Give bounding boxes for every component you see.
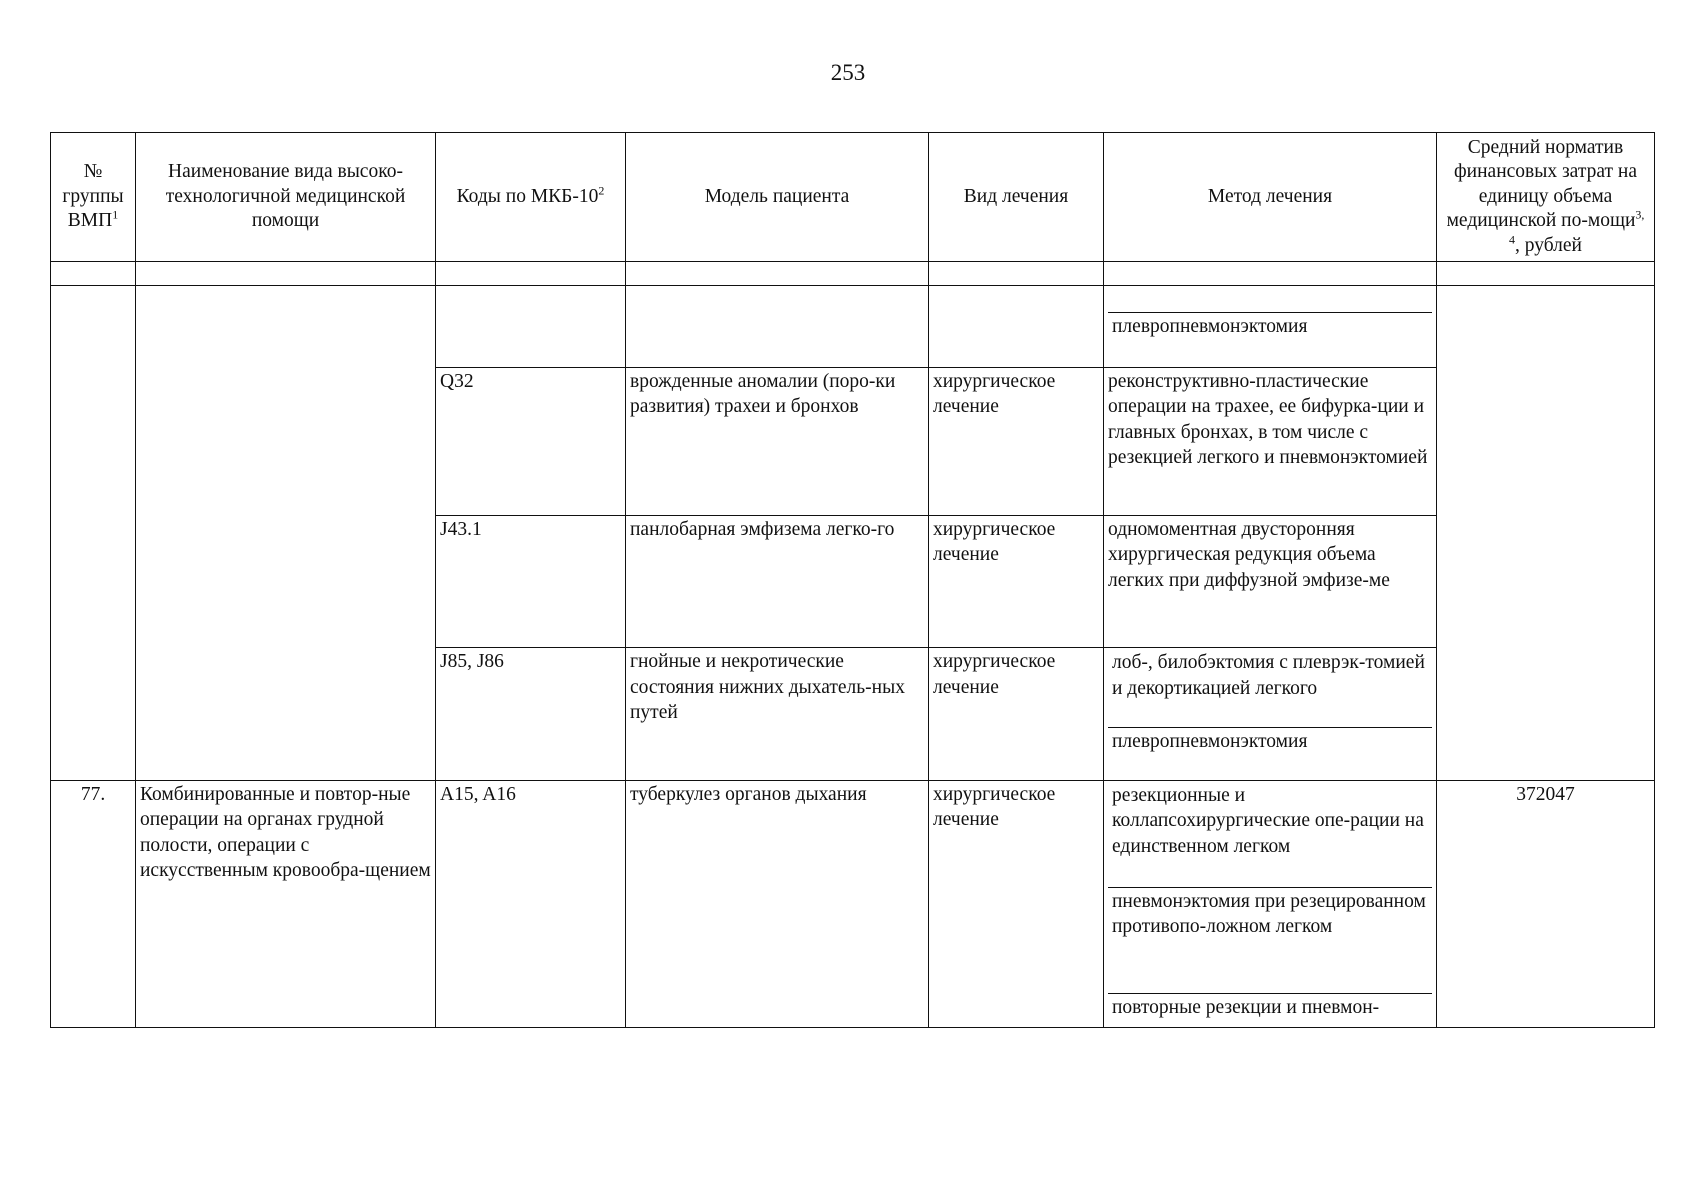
name-cell-empty [136, 286, 436, 780]
cost-cell-empty [1437, 286, 1655, 780]
header-method: Метод лечения [1104, 133, 1437, 262]
header-row [51, 133, 1655, 262]
vmp-table [50, 132, 1655, 1028]
method-cell: реконструктивно-пластические операции на трахее, ее бифурка-ции и главных бронхах, в том числе с резекцией легкого и пневмонэктомией [1104, 368, 1437, 516]
method-cell: лоб-, билобэктомия с плеврэк-томией и декортикацией легкого [1108, 649, 1432, 728]
method-cell: одномоментная двусторонняя хирургическая редукция объема легких при диффузной эмфизе-ме [1104, 515, 1437, 648]
page-number: 253 [830, 60, 866, 85]
codes-cell: Q32 [436, 368, 626, 516]
method-cell: плевропневмонэктомия [1112, 731, 1308, 753]
table-row [51, 286, 1655, 368]
model-cell: врожденные аномалии (поро-ки развития) трахеи и бронхов [626, 368, 929, 516]
codes-cell: A15, A16 [436, 780, 626, 1027]
header-cost: Средний норматив финансовых затрат на единицу объема медицинской по-мощи$^{3, 4}$, рублей [1437, 133, 1655, 262]
method-cell: резекционные и коллапсохирургические опе-рации на единственном легком [1108, 782, 1432, 888]
codes-cell: J85, J86 [436, 648, 626, 781]
method-cell: плевропневмонэктомия [1112, 316, 1308, 338]
table-row [51, 780, 1655, 1027]
cost-cell: 372047 [1437, 780, 1655, 1027]
model-cell: туберкулез органов дыхания [626, 780, 929, 1027]
codes-cell: J43.1 [436, 515, 626, 648]
type-cell: хирургическое лечение [929, 515, 1104, 648]
name-cell: Комбинированные и повтор-ные операции на органах грудной полости, операции с искусственным кровообра-щением [136, 780, 436, 1027]
type-cell: хирургическое лечение [929, 368, 1104, 516]
group-number-cell: 77. [51, 780, 136, 1027]
header-type: Вид лечения [929, 133, 1104, 262]
header-model: Модель пациента [626, 133, 929, 262]
header-codes: Коды по МКБ-$10^2$ [436, 133, 626, 262]
model-cell: гнойные и некротические состояния нижних дыхатель-ных путей [626, 648, 929, 781]
header-name: Наименование вида высоко-технологичной медицинской помощи [136, 133, 436, 262]
header-group-number: № группы ВМП$^1$ [51, 133, 136, 262]
model-cell: панлобарная эмфизема легко-го [626, 515, 929, 648]
numbering-row [51, 262, 1655, 286]
type-cell: хирургическое лечение [929, 780, 1104, 1027]
method-cell: пневмонэктомия при резецированном противопо-ложном легком [1108, 888, 1432, 994]
method-cell: повторные резекции и пневмон- [1112, 996, 1380, 1018]
type-cell: хирургическое лечение [929, 648, 1104, 781]
group-cell-empty [51, 286, 136, 780]
